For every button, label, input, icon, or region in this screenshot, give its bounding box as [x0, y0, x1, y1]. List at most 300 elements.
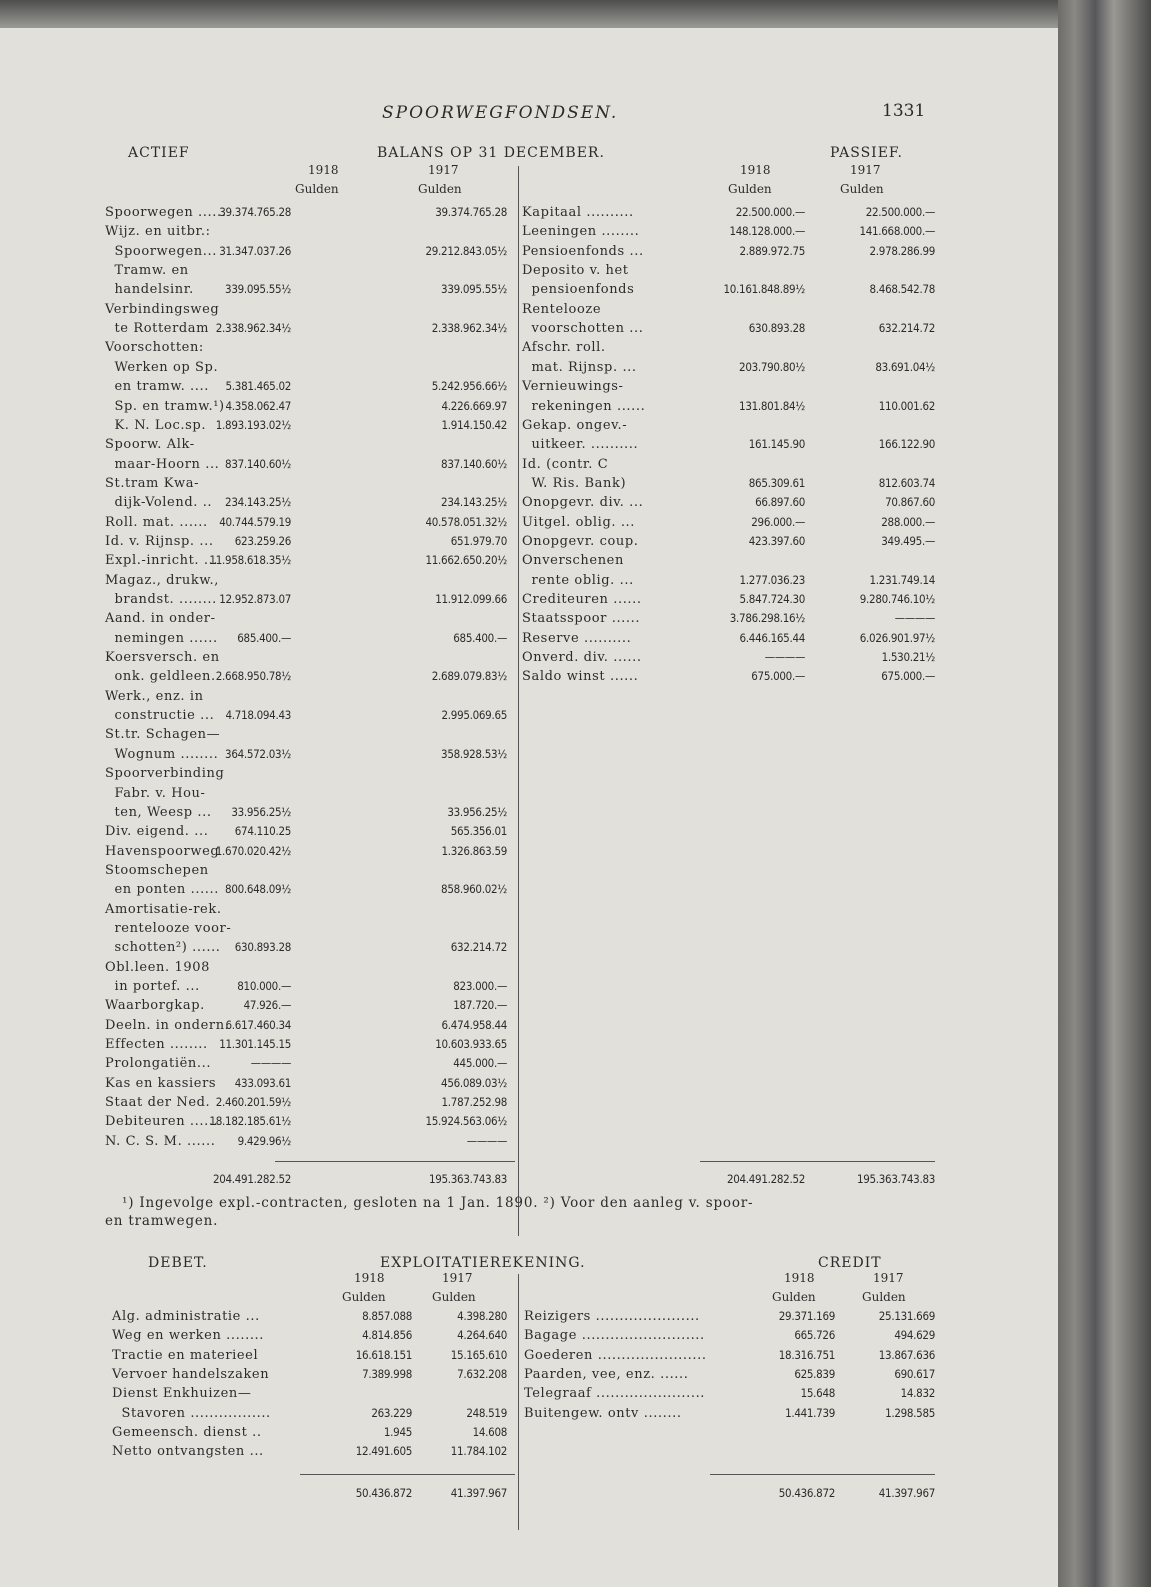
actief-row-label: Expl.-inricht. ...	[105, 553, 219, 569]
passief-row-value-1917: 349.495.—	[881, 533, 935, 548]
passief-total-1918: 204.491.282.52	[726, 1172, 805, 1186]
actief-row-value-1917: 10.603.933.65	[435, 1037, 507, 1052]
actief-total-1918: 204.491.282.52	[212, 1172, 291, 1186]
actief-row	[105, 1055, 515, 1072]
actief-row-value-1917: 2.689.079.83½	[431, 669, 507, 684]
passief-row-value-1917: ————	[894, 611, 935, 626]
actief-row-label: Staat der Ned.	[105, 1095, 211, 1111]
actief-row-value-1918: 2.338.962.34½	[215, 321, 291, 336]
credit-row	[524, 1308, 935, 1325]
actief-row-value-1918: 5.381.465.02	[225, 379, 291, 394]
debet-row	[112, 1327, 515, 1344]
passief-row-value-1918: 630.893.28	[748, 321, 805, 336]
actief-row-value-1918: 630.893.28	[234, 940, 291, 955]
actief-row-value-1917: 858.960.02½	[441, 882, 507, 897]
balance-divider	[518, 166, 519, 1236]
actief-row	[105, 223, 515, 240]
debet-row-label: Weg en werken ........	[112, 1328, 265, 1344]
passief-row-label: mat. Rijnsp. ...	[522, 359, 637, 375]
passief-row-label: pensioenfonds	[522, 282, 635, 298]
passief-row-label: Uitgel. oblig. ...	[522, 514, 636, 530]
debet-row-value-1917: 4.398.280	[457, 1309, 507, 1323]
credit-year-1918: 1918	[784, 1271, 815, 1285]
running-title: SPOORWEGFONDSEN.	[382, 103, 619, 123]
actief-row	[105, 591, 515, 608]
passief-row-value-1918: 22.500.000.—	[735, 205, 805, 219]
actief-row-value-1918: 800.648.09½	[225, 882, 291, 897]
actief-row-label: constructie ...	[105, 708, 215, 724]
actief-row	[105, 881, 515, 898]
credit-row-label: Buitengew. ontv ........	[524, 1405, 682, 1421]
passief-row-label: Onopgevr. coup.	[522, 533, 639, 549]
actief-row	[105, 804, 515, 821]
actief-unit-1918: Gulden	[295, 182, 339, 196]
actief-row	[105, 843, 515, 860]
credit-row	[524, 1327, 935, 1344]
actief-row	[105, 572, 515, 589]
debet-total-rule	[300, 1474, 515, 1475]
actief-row-value-1918: 6.617.460.34	[225, 1017, 291, 1032]
book-edge	[1058, 0, 1151, 1587]
actief-row	[105, 436, 515, 453]
actief-row-label: Prolongatiën...	[105, 1056, 212, 1072]
passief-row	[522, 630, 935, 647]
actief-row-value-1918: 837.140.60½	[225, 456, 291, 471]
actief-row-label: N. C. S. M. ......	[105, 1133, 216, 1149]
debet-total-1918: 50.436.872	[355, 1486, 412, 1500]
debet-row-value-1918: 12.491.605	[355, 1444, 412, 1459]
passief-total-rule	[700, 1161, 935, 1162]
actief-row-value-1917: 4.226.669.97	[441, 398, 507, 413]
debet-row-value-1918: 8.857.088	[362, 1309, 412, 1323]
actief-row-value-1918: 40.744.579.19	[219, 514, 291, 529]
debet-row-value-1917: 7.632.208	[457, 1367, 507, 1382]
actief-row-label: in portef. ...	[105, 979, 200, 994]
actief-row-value-1917: 456.089.03½	[441, 1075, 507, 1090]
credit-row-label: Bagage ..........................	[524, 1328, 705, 1344]
actief-row	[105, 398, 515, 415]
credit-row-value-1917: 14.832	[900, 1386, 935, 1401]
credit-total-1917: 41.397.967	[878, 1486, 935, 1500]
footnote-line-1: ¹) Ingevolge expl.-contracten, gesloten na 1 Jan. 1890. ²) Voor den aanleg v. spoor-	[122, 1195, 754, 1211]
actief-heading: ACTIEF	[128, 145, 190, 161]
actief-row-label: Werken op Sp.	[105, 359, 219, 375]
passief-row-value-1917: 812.603.74	[878, 475, 935, 490]
debet-year-1918: 1918	[354, 1271, 385, 1285]
passief-row	[522, 475, 935, 492]
actief-row-value-1917: 1.914.150.42	[441, 417, 507, 432]
passief-row-label: Crediteuren ......	[522, 592, 642, 607]
actief-year-1918: 1918	[308, 163, 339, 177]
credit-row	[524, 1366, 935, 1383]
passief-row-value-1917: 1.530.21½	[881, 650, 935, 665]
passief-row-value-1918: 675.000.—	[751, 669, 805, 684]
debet-row-value-1918: 263.229	[371, 1405, 412, 1420]
actief-row-label: en tramw. ....	[105, 379, 209, 395]
debet-row-label: Gemeensch. dienst ..	[112, 1425, 262, 1441]
passief-row-label: rekeningen ......	[522, 398, 646, 414]
actief-row-value-1918: 4.718.094.43	[225, 708, 291, 723]
actief-row-label: en ponten ......	[105, 882, 220, 898]
passief-row-value-1918: 6.446.165.44	[739, 630, 805, 645]
actief-row-label: onk. geldleen.	[105, 669, 216, 685]
passief-row-label: Afschr. roll.	[522, 340, 606, 356]
actief-row-label: Aand. in onder-	[105, 611, 216, 627]
debet-row-label: Vervoer handelszaken	[112, 1367, 270, 1383]
passief-row-value-1917: 6.026.901.97½	[859, 630, 935, 645]
actief-row-label: Wijz. en uitbr.:	[105, 224, 211, 240]
actief-row	[105, 765, 515, 782]
debet-row-label: Netto ontvangsten ...	[112, 1444, 264, 1460]
passief-row	[522, 668, 935, 685]
passief-row-value-1917: 22.500.000.—	[865, 205, 935, 219]
actief-row-value-1918: 810.000.—	[237, 979, 291, 993]
passief-row	[522, 301, 935, 318]
actief-row	[105, 456, 515, 473]
actief-row-label: dijk-Volend. ..	[105, 495, 213, 511]
actief-row-value-1918: 1.893.193.02½	[215, 417, 291, 432]
actief-row-label: schotten²) ......	[105, 940, 221, 956]
actief-row-label: nemingen ......	[105, 630, 218, 646]
debet-row	[112, 1424, 515, 1441]
debet-unit-1918: Gulden	[342, 1290, 386, 1304]
actief-row-label: brandst. ........	[105, 592, 217, 607]
passief-row	[522, 281, 935, 298]
actief-row-label: handelsinr.	[105, 282, 194, 298]
debet-total-row	[105, 1485, 515, 1502]
passief-row	[522, 533, 935, 550]
debet-row-value-1918: 7.389.998	[362, 1367, 412, 1382]
debet-row	[112, 1366, 515, 1383]
passief-row-value-1918: 2.889.972.75	[739, 243, 805, 258]
credit-row-value-1918: 15.648	[800, 1386, 835, 1401]
actief-row	[105, 862, 515, 879]
debet-row-label: Alg. administratie ...	[112, 1309, 260, 1324]
passief-row-value-1917: 1.231.749.14	[869, 572, 935, 587]
actief-row	[105, 1113, 515, 1130]
actief-row-value-1918: 47.926.—	[243, 998, 291, 1013]
actief-row-value-1918: 39.374.765.28	[219, 205, 291, 219]
credit-row	[524, 1347, 935, 1364]
debet-total-1917: 41.397.967	[450, 1486, 507, 1500]
actief-row-label: Spoorw. Alk-	[105, 437, 195, 453]
credit-row-value-1917: 1.298.585	[885, 1405, 935, 1420]
credit-row-value-1918: 18.316.751	[778, 1347, 835, 1362]
passief-row-value-1918: 66.897.60	[755, 495, 805, 510]
actief-row-value-1917: 685.400.—	[453, 630, 507, 645]
passief-row-value-1917: 166.122.90	[878, 437, 935, 452]
actief-row-label: Spoorwegen ......	[105, 205, 227, 220]
credit-total-rule	[710, 1474, 935, 1475]
actief-row	[105, 630, 515, 647]
passief-row-value-1918: 296.000.—	[751, 514, 805, 529]
actief-row	[105, 610, 515, 627]
passief-row-value-1917: 110.001.62	[878, 398, 935, 413]
actief-row-value-1917: 187.720.—	[453, 998, 507, 1013]
actief-row-value-1917: 15.924.563.06½	[425, 1114, 507, 1129]
passief-row	[522, 320, 935, 337]
passief-row-label: Reserve ..........	[522, 630, 632, 646]
actief-row-label: Verbindingsweg	[105, 301, 220, 317]
exploitatie-divider	[518, 1274, 519, 1530]
actief-row-label: Obl.leen. 1908	[105, 959, 210, 975]
passief-row-value-1917: 141.668.000.—	[859, 224, 935, 239]
credit-year-1917: 1917	[873, 1271, 904, 1285]
actief-row-value-1917: 2.338.962.34½	[431, 321, 507, 336]
actief-row	[105, 901, 515, 918]
actief-row-label: maar-Hoorn ...	[105, 456, 220, 472]
passief-row-value-1918: 423.397.60	[748, 533, 805, 548]
actief-row	[105, 939, 515, 956]
actief-row	[105, 320, 515, 337]
actief-row-label: Tramw. en	[105, 263, 189, 279]
actief-row	[105, 262, 515, 279]
debet-row	[112, 1385, 515, 1402]
passief-row-label: Pensioenfonds ...	[522, 243, 644, 259]
debet-row-value-1917: 11.784.102	[450, 1444, 507, 1459]
actief-row-value-1918: 4.358.062.47	[225, 398, 291, 413]
actief-row-label: Div. eigend. ...	[105, 824, 209, 840]
actief-row-label: ten, Weesp ...	[105, 804, 212, 820]
passief-row-value-1918: 131.801.84½	[739, 398, 805, 413]
actief-row-label: Fabr. v. Hou-	[105, 785, 206, 801]
credit-row-label: Goederen .......................	[524, 1347, 707, 1363]
passief-year-1917: 1917	[850, 163, 881, 177]
passief-row-value-1917: 83.691.04½	[875, 359, 935, 374]
actief-row-label: St.tram Kwa-	[105, 475, 200, 491]
passief-row-label: Onopgevr. div. ...	[522, 495, 644, 511]
passief-row-value-1917: 70.867.60	[885, 495, 935, 510]
debet-row	[112, 1308, 515, 1325]
actief-row-label: Spoorverbinding	[105, 766, 225, 782]
passief-row-label: Staatsspoor ......	[522, 611, 641, 627]
passief-row	[522, 456, 935, 473]
actief-row-label: Id. v. Rijnsp. ...	[105, 533, 214, 549]
actief-row	[105, 514, 515, 531]
actief-row	[105, 785, 515, 802]
passief-row-label: Onverd. div. ......	[522, 650, 642, 666]
actief-row-label: Voorschotten:	[105, 340, 204, 356]
passief-unit-1917: Gulden	[840, 182, 884, 196]
actief-row-value-1917: 823.000.—	[453, 979, 507, 993]
credit-row-label: Paarden, vee, enz. ......	[524, 1367, 689, 1383]
passief-row-label: Onverschenen	[522, 553, 624, 569]
actief-row	[105, 475, 515, 492]
actief-row	[105, 688, 515, 705]
actief-row	[105, 281, 515, 298]
actief-row	[105, 920, 515, 937]
actief-row	[105, 301, 515, 318]
actief-row-value-1917: 29.212.843.05½	[425, 243, 507, 258]
actief-row	[105, 726, 515, 743]
debet-row	[112, 1347, 515, 1364]
actief-row-value-1917: 5.242.956.66½	[431, 379, 507, 394]
actief-row-label: Effecten ........	[105, 1037, 208, 1053]
actief-row-value-1917: 39.374.765.28	[435, 205, 507, 219]
debet-row-value-1917: 4.264.640	[457, 1328, 507, 1343]
exploitatie-title: EXPLOITATIEREKENING.	[380, 1255, 586, 1271]
actief-row	[105, 649, 515, 666]
passief-row	[522, 649, 935, 666]
passief-row-label: rente oblig. ...	[522, 572, 634, 588]
passief-row-value-1917: 2.978.286.99	[869, 243, 935, 258]
credit-row-value-1918: 29.371.169	[778, 1309, 835, 1323]
credit-unit-1917: Gulden	[862, 1290, 906, 1304]
actief-row	[105, 746, 515, 763]
actief-row-label: Amortisatie-rek.	[105, 901, 222, 917]
actief-row-value-1917: 445.000.—	[453, 1056, 507, 1071]
passief-row	[522, 610, 935, 627]
actief-row-label: Spoorwegen...	[105, 243, 217, 259]
passief-row-label: Id. (contr. C	[522, 456, 609, 472]
passief-row-value-1918: 148.128.000.—	[729, 224, 805, 239]
passief-row	[522, 552, 935, 569]
actief-row	[105, 1075, 515, 1092]
debet-row-label: Tractie en materieel	[112, 1347, 259, 1363]
actief-row-value-1917: 339.095.55½	[441, 282, 507, 297]
actief-row-value-1917: 40.578.051.32½	[425, 514, 507, 529]
actief-row-label: Waarborgkap.	[105, 998, 205, 1014]
actief-total-row	[105, 1171, 515, 1188]
credit-row	[524, 1405, 935, 1422]
credit-row-value-1918: 665.726	[794, 1328, 835, 1343]
passief-row-label: Deposito v. het	[522, 263, 629, 279]
actief-row-value-1917: 33.956.25½	[447, 804, 507, 819]
passief-row-value-1918: 10.161.848.89½	[723, 282, 805, 297]
passief-row-value-1917: 675.000.—	[881, 669, 935, 684]
passief-row	[522, 436, 935, 453]
passief-row-value-1918: 1.277.036.23	[739, 572, 805, 587]
passief-row	[522, 339, 935, 356]
actief-row-label: Stoomschepen	[105, 862, 209, 878]
actief-row-label: Werk., enz. in	[105, 688, 204, 704]
actief-row-value-1917: 837.140.60½	[441, 456, 507, 471]
debet-row-value-1918: 4.814.856	[362, 1328, 412, 1343]
passief-row-value-1918: 3.786.298.16½	[729, 611, 805, 626]
actief-row	[105, 823, 515, 840]
passief-row-value-1917: 8.468.542.78	[869, 282, 935, 297]
actief-row-label: te Rotterdam	[105, 321, 210, 337]
actief-row	[105, 204, 515, 221]
passief-row-label: Gekap. ongev.-	[522, 417, 628, 433]
credit-heading: CREDIT	[818, 1255, 882, 1271]
passief-row-value-1918: ————	[764, 650, 805, 665]
actief-row-value-1918: 12.952.873.07	[219, 592, 291, 606]
actief-row-value-1918: 9.429.96½	[237, 1133, 291, 1148]
debet-row-value-1918: 16.618.151	[355, 1347, 412, 1362]
passief-row	[522, 359, 935, 376]
actief-row-value-1917: 1.787.252.98	[441, 1095, 507, 1110]
debet-row-label: Dienst Enkhuizen—	[112, 1386, 252, 1402]
passief-row-value-1918: 5.847.724.30	[739, 592, 805, 606]
actief-row-label: Havenspoorweg	[105, 843, 220, 859]
passief-row-label: Vernieuwings-	[522, 379, 624, 395]
passief-unit-1918: Gulden	[728, 182, 772, 196]
actief-total-1917: 195.363.743.83	[428, 1172, 507, 1186]
actief-row	[105, 1036, 515, 1053]
debet-row-value-1917: 14.608	[472, 1425, 507, 1440]
debet-row-value-1918: 1.945	[383, 1425, 412, 1440]
passief-row-label: Rentelooze	[522, 301, 602, 317]
book-page	[0, 28, 1058, 1587]
debet-heading: DEBET.	[148, 1255, 208, 1271]
actief-row-value-1918: 433.093.61	[234, 1075, 291, 1090]
actief-row	[105, 339, 515, 356]
actief-row	[105, 1133, 515, 1150]
actief-row	[105, 997, 515, 1014]
credit-row-value-1917: 13.867.636	[878, 1347, 935, 1362]
passief-row-label: W. Ris. Bank)	[522, 475, 627, 491]
actief-row	[105, 494, 515, 511]
page-number: 1331	[882, 101, 926, 121]
passief-row-label: voorschotten ...	[522, 321, 644, 337]
actief-row-value-1918: 234.143.25½	[225, 495, 291, 510]
credit-total-1918: 50.436.872	[778, 1486, 835, 1500]
actief-row-value-1917: 632.214.72	[450, 940, 507, 955]
actief-row-value-1918: 11.958.618.35½	[209, 553, 291, 568]
actief-row-value-1918: ————	[250, 1056, 291, 1071]
credit-row-value-1918: 625.839	[794, 1367, 835, 1382]
actief-unit-1917: Gulden	[418, 182, 462, 196]
actief-row-value-1918: 18.182.185.61½	[209, 1114, 291, 1129]
actief-row-value-1917: 6.474.958.44	[441, 1017, 507, 1032]
passief-row	[522, 243, 935, 260]
passief-total-1917: 195.363.743.83	[856, 1172, 935, 1186]
scan-top-shadow	[0, 0, 1058, 28]
actief-row-value-1917: 1.326.863.59	[441, 843, 507, 858]
credit-row-label: Telegraaf .......................	[524, 1386, 706, 1402]
passief-row-label: uitkeer. ..........	[522, 437, 639, 453]
actief-row	[105, 959, 515, 976]
passief-row-label: Saldo winst ......	[522, 669, 639, 685]
actief-row-label: Debiteuren ......	[105, 1114, 219, 1130]
passief-row-value-1918: 865.309.61	[748, 475, 805, 490]
actief-row-label: Wognum ........	[105, 746, 219, 762]
actief-row-value-1917: 234.143.25½	[441, 495, 507, 510]
actief-row	[105, 668, 515, 685]
credit-unit-1918: Gulden	[772, 1290, 816, 1304]
actief-row-label: rentelooze voor-	[105, 920, 232, 936]
actief-row-value-1917: 11.662.650.20½	[425, 553, 507, 568]
actief-row-value-1917: ————	[466, 1133, 507, 1148]
actief-row-value-1918: 11.301.145.15	[219, 1037, 291, 1052]
actief-row-value-1917: 11.912.099.66	[435, 592, 507, 606]
passief-row-value-1917: 632.214.72	[878, 321, 935, 336]
passief-row	[522, 591, 935, 608]
passief-row	[522, 262, 935, 279]
passief-heading: PASSIEF.	[830, 145, 903, 161]
actief-row-value-1918: 623.259.26	[234, 533, 291, 548]
debet-row-label: Stavoren .................	[112, 1405, 271, 1421]
passief-row	[522, 378, 935, 395]
passief-row	[522, 398, 935, 415]
actief-row	[105, 707, 515, 724]
debet-row-value-1917: 15.165.610	[450, 1347, 507, 1362]
passief-row-label: Kapitaal ..........	[522, 205, 634, 220]
actief-row-value-1918: 364.572.03½	[225, 746, 291, 761]
debet-row	[112, 1405, 515, 1422]
actief-row-value-1918: 1.670.020.42½	[215, 843, 291, 858]
actief-total-rule	[275, 1161, 515, 1162]
actief-row-label: Magaz., drukw.,	[105, 572, 220, 588]
actief-row-value-1917: 651.979.70	[450, 533, 507, 548]
passief-row	[522, 204, 935, 221]
passief-row-value-1918: 161.145.90	[748, 437, 805, 452]
actief-row-value-1918: 33.956.25½	[231, 804, 291, 819]
passief-row-label: Leeningen ........	[522, 224, 640, 240]
actief-row-value-1917: 2.995.069.65	[441, 708, 507, 723]
passief-row	[522, 494, 935, 511]
